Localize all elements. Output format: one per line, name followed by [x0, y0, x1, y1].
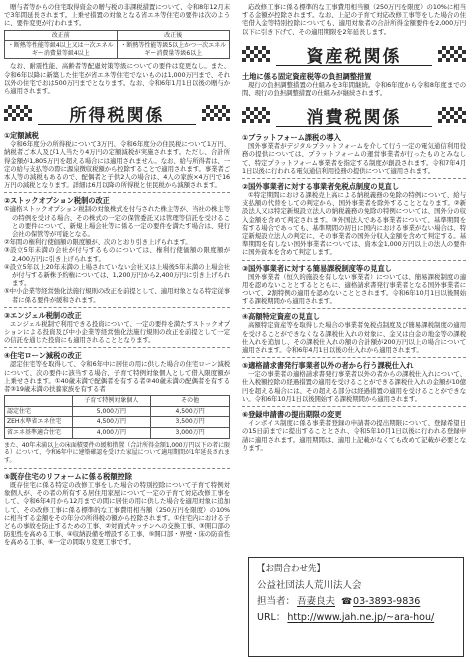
consumption-tax-title-text: 消費税関係: [306, 108, 402, 129]
intro-paragraph: 贈与者等からの住宅取得資金の贈与税の非課税措置について、令和8年12月末で3年間延長されます。上乗せ措置の対象となる省エネ等住宅の要件は次のように、要件変更が行われます。: [4, 3, 230, 28]
body-reform-deduction: 既存住宅に係る特定の改修工事をした場合の特別控除について子育て特例対象個人が、その者の所有する居住用家屋について一定の子育て対応改修工事をして、令和6年4月から12月までの間に居住の用に供した場合を適用対象に追加して、その改修工事に係る標準的な工事費用相当額（250万円を限度）の10%に相当する金額をその年分の所得税の額から控除されます。①住宅内における子どもの事故を防止するための工事、②対面式キッチンへの交換工事、③開口部の防犯性を高める工事、④収納設備を増設する工事、⑤開口部・界壁・床の防音性を高める工事、⑥一定の間取り変更工事です。: [4, 481, 230, 547]
title-underline: [276, 126, 432, 127]
heading-stock-option: ②ストックオプション税制の改正: [4, 196, 110, 206]
contact-url-line: [257, 610, 455, 626]
table-row: 省エネ基準適合住宅 4,000万円 3,000万円: [5, 428, 230, 439]
body-land-tax: 現行の負担調整措置の仕組みを3年間継続。令和6年度から令和8年度までの間、現行の負担調整措置の仕組みが継続されます。: [242, 80, 466, 98]
checker-decoration-left: [4, 105, 32, 121]
table-row: ZEH水準省エネ住宅 4,500万円 3,500万円: [5, 417, 230, 428]
divider: [4, 192, 230, 193]
contact-url-label: URL：: [257, 612, 286, 623]
asset-tax-title-text: 資産税関係: [306, 46, 402, 67]
heading-simplified-tax: ③国外事業者に対する簡易課税制度等の見直し: [242, 263, 392, 273]
checker-decoration-left: [242, 46, 270, 62]
heading-reform-deduction: ⑤既存住宅のリフォームに係る税額控除: [4, 472, 132, 482]
body-registration-deadline: インボイス制度に係る事業者登録の申請書の提出期限について、登録希望日の15日前までに提出することとされ、令和5年10月1日以後に行われる登録申請に適用されます。適用期間は、適用上記載がなくても改めて記載が必要となります。: [242, 419, 466, 452]
divider: [4, 307, 230, 308]
divider: [242, 260, 466, 261]
divider: [242, 357, 466, 358]
body-simplified-tax: 国外事業者（恒久的施設を有しない事業者）については、簡易課税制度の適用を認めないこととするとともに、適格請求書発行事業者となる国外事業者について、2割特例の適用を認めないこととされます。令和6年10月1日以後開始する課税期間から適用されます。: [242, 272, 466, 306]
divider: [4, 347, 230, 348]
loan-header-blank: [5, 396, 73, 407]
heading-land-tax: 土地に係る固定資産税等の負担調整措置: [242, 71, 372, 81]
loan-limit-table: [4, 395, 230, 438]
body-exemption-review: ①特定期間における課税売上高による納税義務の免除の特例について、給与支払額の代替をしての判定から、国外事業者を除外することとなります。②新設法人又は特定新規設立法人の納税義務の免除の特例については、国外分の収入金額を含めて判定されます。③外国法人である事業者について、基準期間を有する場合であっても、基準期間の初日に国内における事業がない場合は、特定新規設立法人の判定に、その事業者の国外分収入金額を含めて判定する。基準期間を有しない国外事業者については、資本金1,000万円以上の法人の要件に国外資本を含めて判定します。: [242, 191, 466, 257]
income-tax-title-text: 所得税関係: [69, 106, 165, 127]
title-underline: [38, 124, 196, 125]
checker-decoration-right: [202, 105, 230, 121]
right-top-continuation: 応改修工事に係る標準的な工事費用相当額（250万円を限度）の10%に相当する金額が控除されます。なお、上記の子育て対応改修工事等をした場合の住宅借入金等特別控除についても、適用対象者の合計所得金額要件を2,000万円以下に引き下げて、その適用期限を2年延長します。: [242, 3, 466, 36]
checker-decoration-right: [438, 107, 466, 123]
loan-header-other: その他: [151, 396, 230, 407]
divider: [4, 468, 230, 469]
body-housing-loan: 認定住宅等を取得して、令和6年中に居住の用に供した場合の住宅ローン減税について、次の要件に該当する場合、子育て特例対象個人として借入限度額が上乗せされます。①40歳未満で配偶者を有する者②40歳未満の配偶者を有する者③19歳未満の扶養家族を有する者: [4, 360, 230, 394]
heading-housing-loan: ④住宅ローン減税の改正: [4, 351, 82, 361]
body-fixed-tax-reduction: 令和6年度分の所得税について3万円、令和6年度分の住民税について1万円、納税者ご本人及び1人当たり4万円の定額減税が実施されます。ただし、合計所得金額が1,805万円を超える場合には適用されません。なお、給与所得者は、一定の給与支払等の際に源泉徴収税額から控除することで適用されます。事業者ご本人等の減税もあるので、配偶者と子供2人の場合は、4人の家族×4万円で16万円の減税となります。詳細は6月以降の所得税と住民税から減額されます。: [4, 140, 230, 190]
heading-fixed-tax-reduction: ①定額減税: [4, 131, 39, 141]
req-header-after: 改正後: [117, 30, 230, 41]
heading-registration-deadline: ⑥登録申請書の提出期限の変更: [242, 410, 342, 420]
heading-high-value-asset: ④高額特定資産の見直し: [242, 312, 320, 322]
stock-option-item-2: ②年間の権利行使価額の限度額が、次のとおり引き上げられます。: [4, 238, 192, 247]
body-platform-tax: 国外事業者がデジタルプラットフォームを介して行う一定の電気通信利用役務の提供については、プラットフォームの運営事業者が行ったものとみなして、特定プラットフォーム事業者を指定する制度が創設されます。令和7年4月1日以後に行われる電気通信利用役務の提供について適用されます。: [242, 142, 466, 175]
body-angel-tax: エンジェル税制で利用できる投資について、一定の要件を満たすストックオプションによる投資及び中小企業等経営強化法施行規則の改正を前提として一定の信託を通じた投資にも適用されることとなります。: [4, 319, 230, 345]
table-row: 認定住宅 5,000万円 4,500万円: [5, 406, 230, 417]
stock-option-item-1: ①適格ストックオプション税制の対象株式を付与された株主等が、当社の株主等の特例を受ける場合、その株式の一定の保管委託又は管理等信託を受けることの要件について、新規上場会社等に係る一定の要件を満たす場合は、発行会社の保管等が可能となる。: [4, 205, 230, 239]
divider: [242, 178, 466, 179]
body-invoice-purchase: 一定の事業者の適格請求書発行事業者以外の者からの課税仕入れについて、仕入税額控除の経過措置の適用を受けることができる課税仕入れの金額が10億円を超える場合には、その超える部分は経過措置の適用を受けることができない。令和6年10月1日以後開始する課税期間から適用されます。: [242, 370, 466, 403]
contact-person-label: 担当者：: [257, 596, 296, 607]
req-cell-after: ・断熱等性能等級5以上かつ一次エネルギー消費量等級6以上: [117, 41, 230, 59]
stock-option-item-3: ③設立5年未満の会社が付与するものについては、権利行使価額の限度額が2,400万円に引き上げられます。: [4, 246, 230, 263]
divider: [242, 308, 466, 309]
housing-loan-note: また、40年未満以上の床面積要件の緩和措置（合計所得金額1,000万円以下の者に限る）について、令和6年中に建築確認を受けた家屋について適用期間が1年延長されます。: [4, 441, 230, 465]
heading-platform-tax: ①プラットフォーム課税の導入: [242, 133, 341, 143]
body-high-value-asset: 高額特定資産等を取得した場合の事業者免税点制度及び簡易課税制度の適用を受けることができなくなる課税仕入れの対象に、金又は白金の地金等の課税仕入れを追加し、その課税仕入れの額の合計額が200万円以上の場合について適用されます。令和6年4月1日以後の仕入れから適用されます。: [242, 321, 466, 355]
left-column: [4, 3, 230, 659]
contact-url-link[interactable]: http://www.jah.ne.jp/~ara-hou/: [287, 612, 435, 623]
income-tax-section-title: [4, 99, 230, 127]
stock-option-item-4: ④設立5年以上20年未満の上場されていない会社又は上場後5年未満の上場会社が付与する新株予約権については、1,200万円から2,400万円に引き上げられます。: [4, 262, 230, 288]
contact-organization: 公益社団法人荒川法人会: [257, 580, 362, 591]
divider: [242, 406, 466, 407]
consumption-tax-section-title: [242, 101, 466, 129]
title-underline: [276, 65, 432, 66]
contact-person-name: 吾妻良夫: [297, 596, 336, 607]
heading-angel-tax: ③エンジェル税制の改正: [4, 310, 82, 320]
contact-box: [248, 557, 464, 657]
contact-person-line: [257, 594, 455, 610]
checker-decoration-right: [438, 46, 466, 62]
stock-option-item-5: ⑤中小企業等経営強化法施行規則の改正を前提として、適用対象となる特定従事者に係る要件が緩和されます。: [4, 287, 230, 304]
req-header-before: 改正前: [5, 30, 118, 41]
requirement-table: [4, 30, 230, 60]
heading-invoice-purchase: ⑤適格請求書発行事業者以外の者から行う課税仕入れ: [242, 361, 414, 371]
contact-phone[interactable]: 03-3893-9836: [353, 596, 421, 607]
phone-icon: ☎: [341, 597, 353, 607]
asset-tax-section-title: [242, 40, 466, 68]
req-cell-before: ・断熱等性能等級4以上又は一次エネルギー消費量等級4以上: [5, 41, 118, 59]
intro-paragraph-2: なお、耐震性能、高齢者等配慮対策等級についての要件は変更なし。また、令和6年以降に新築した住宅が省エネ等住宅でないものは1,000万円まで、それ以外の住宅でおは500万円までとなります。なお、令和6年1月1日以後の贈与から適用されます。: [4, 62, 230, 95]
contact-title: 【お問合わせ先】: [257, 564, 326, 574]
loan-header-child: 子育て特例対象個人: [72, 396, 151, 407]
checker-decoration-left: [242, 107, 270, 123]
heading-exemption-review: ②国外事業者に対する事業者免税点制度の見直し: [242, 182, 400, 192]
